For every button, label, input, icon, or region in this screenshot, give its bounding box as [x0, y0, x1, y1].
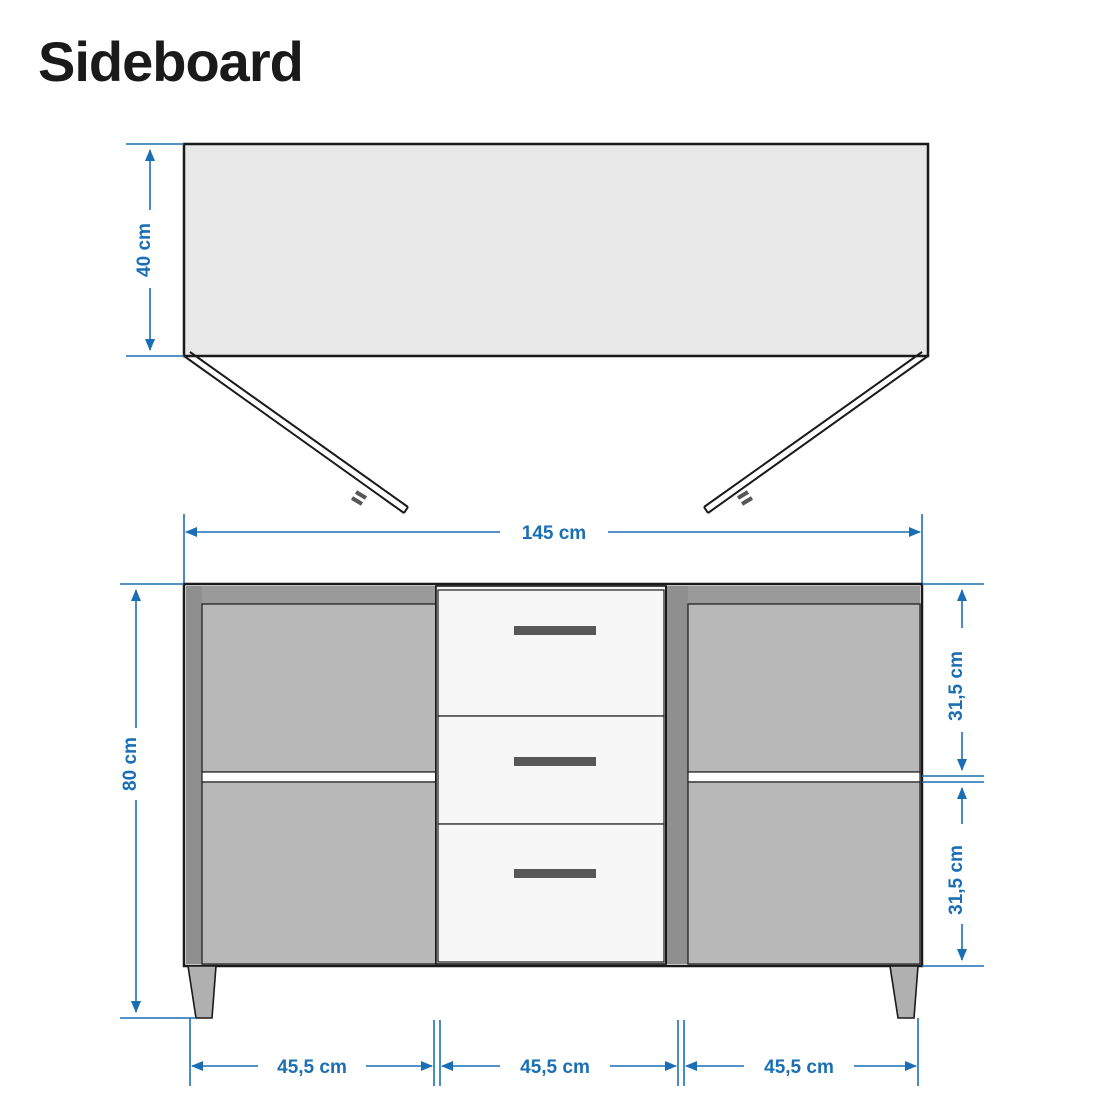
top-view-group: [184, 144, 928, 513]
drawer-bottom[interactable]: [438, 824, 664, 962]
dimension-label-right-lower: 31,5 cm: [946, 845, 967, 915]
dimension-right-upper: [922, 584, 984, 776]
handle-right-perspective: [704, 352, 928, 513]
front-view-group: [184, 584, 922, 1018]
dimension-label-segment-left: 45,5 cm: [277, 1057, 347, 1078]
dimension-label-segment-right: 45,5 cm: [764, 1057, 834, 1078]
leg-left: [188, 966, 216, 1018]
left-cabinet-door[interactable]: [186, 586, 436, 964]
dimension-label-segment-center: 45,5 cm: [520, 1057, 590, 1078]
leg-right: [890, 966, 918, 1018]
dimension-segments: [190, 1018, 918, 1086]
page-title: Sideboard: [38, 30, 303, 93]
dimension-label-total-height: 80 cm: [120, 737, 141, 791]
top-view-surface: [184, 144, 928, 356]
dimension-label-right-upper: 31,5 cm: [946, 651, 967, 721]
dimension-right-lower: [922, 782, 984, 966]
drawer-middle[interactable]: [438, 716, 664, 824]
right-cabinet-door[interactable]: [666, 586, 920, 964]
handle-left-perspective: [184, 352, 408, 513]
dimension-top-height: [126, 144, 184, 356]
center-drawer-stack: [436, 586, 666, 964]
dimension-label-total-width: 145 cm: [521, 523, 587, 544]
drawer-top[interactable]: [438, 590, 664, 716]
dimension-label-top-height: 40 cm: [134, 223, 155, 277]
